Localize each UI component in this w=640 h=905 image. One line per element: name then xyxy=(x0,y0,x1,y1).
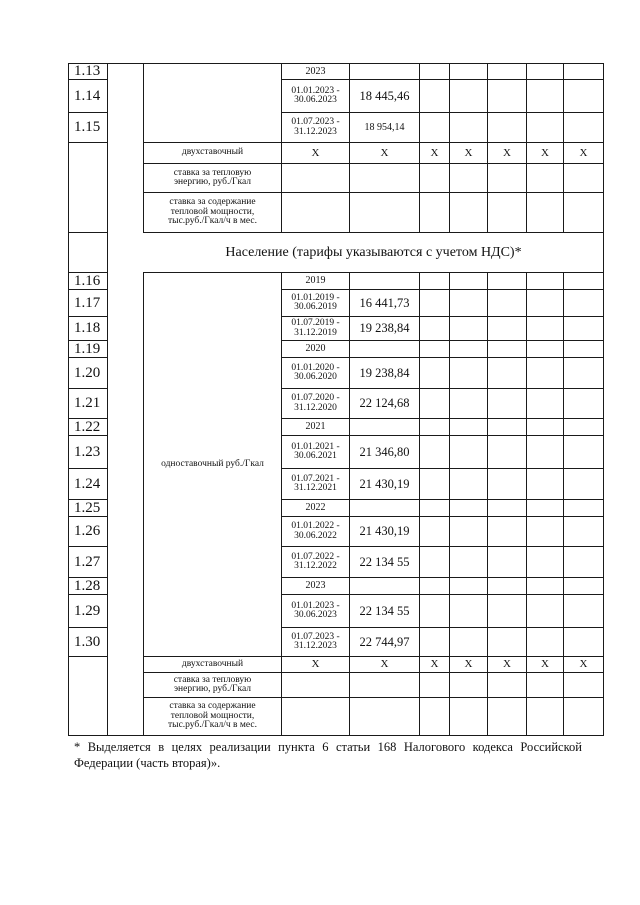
row-number: 1.13 xyxy=(74,63,101,79)
x-mark: Х xyxy=(430,146,439,159)
mask xyxy=(144,112,281,113)
mask xyxy=(144,79,281,80)
period-cell: 01.01.2019 - 30.06.2019 xyxy=(291,292,340,312)
row-number: 1.16 xyxy=(74,272,101,289)
tariff-value: 19 238,84 xyxy=(359,321,410,336)
tariff-value xyxy=(350,64,419,79)
period-cell: 2022 xyxy=(305,502,326,513)
two-rate-subrow: ставка за содержание тепловой мощности, тыс.руб./Гкал/ч в мес. xyxy=(168,701,257,731)
mask xyxy=(108,418,143,419)
tariff-value: 22 134 55 xyxy=(359,554,410,569)
period-cell: 01.07.2020 - 31.12.2020 xyxy=(291,393,340,413)
row-number: 1.18 xyxy=(74,320,101,336)
tariff-value: 19 238,84 xyxy=(359,365,410,380)
x-mark: Х xyxy=(541,658,549,670)
x-mark: Х xyxy=(464,658,473,670)
mask xyxy=(108,656,143,657)
row-line xyxy=(68,735,604,736)
x-mark: Х xyxy=(380,146,389,159)
mask xyxy=(108,340,143,341)
mask xyxy=(108,289,143,290)
period-cell: 01.07.2023 - 31.12.2023 xyxy=(291,117,340,137)
mask xyxy=(108,516,143,517)
mask xyxy=(69,672,107,673)
period-cell: 01.07.2023 - 31.12.2023 xyxy=(291,631,340,651)
tariff-value: 22 134 55 xyxy=(359,603,410,618)
tariff-value xyxy=(350,578,419,594)
tariff-value: 22 124,68 xyxy=(359,396,410,411)
tariff-value: 18 954,14 xyxy=(364,121,405,133)
mask xyxy=(69,697,107,698)
two-rate-label: двухставочный xyxy=(181,658,244,669)
row-number: 1.23 xyxy=(74,443,101,460)
tariff-value: 16 441,73 xyxy=(359,295,410,310)
mask xyxy=(108,499,143,500)
x-mark: Х xyxy=(503,658,511,670)
x-mark: Х xyxy=(541,146,549,159)
row-number: 1.22 xyxy=(74,418,101,435)
mask xyxy=(108,192,143,193)
period-cell: 01.01.2023 - 30.06.2023 xyxy=(291,600,340,620)
mask xyxy=(108,388,143,389)
section-heading: Население (тарифы указываются с учетом НДС)* xyxy=(225,244,522,260)
tariff-value: 21 430,19 xyxy=(359,524,410,539)
tariff-value xyxy=(350,341,419,357)
tariff-value: 21 430,19 xyxy=(359,476,410,491)
row-number: 1.14 xyxy=(74,87,101,104)
x-mark: Х xyxy=(464,146,473,159)
mask xyxy=(108,112,143,113)
tariff-value: 18 445,46 xyxy=(359,88,410,103)
row-number: 1.17 xyxy=(74,294,101,311)
tariff-value: 22 744,97 xyxy=(359,634,410,649)
period-cell: 2021 xyxy=(305,421,326,432)
row-number: 1.20 xyxy=(74,364,101,381)
row-number: 1.15 xyxy=(74,119,101,135)
mask xyxy=(108,163,143,164)
tariff-value xyxy=(350,500,419,516)
period-cell: 2023 xyxy=(305,65,326,77)
row-number: 1.19 xyxy=(74,340,101,357)
mask xyxy=(69,163,107,164)
mask xyxy=(108,79,143,80)
two-rate-subrow: ставка за тепловую энергию, руб./Гкал xyxy=(173,674,252,694)
mask xyxy=(108,357,143,358)
mask xyxy=(108,627,143,628)
x-mark: Х xyxy=(430,658,439,670)
row-number: 1.24 xyxy=(74,475,101,492)
period-cell: 01.01.2022 - 30.06.2022 xyxy=(291,521,340,541)
tariff-value: 21 346,80 xyxy=(359,444,410,459)
mask xyxy=(108,468,143,469)
tariff-value xyxy=(350,419,419,435)
row-number: 1.25 xyxy=(74,499,101,516)
footnote: * Выделяется в целях реализации пункта 6 статьи 168 Налогового кодекса Российской Федерации (часть вторая)». xyxy=(74,740,582,770)
row-number: 1.30 xyxy=(74,633,101,650)
period-cell: 01.07.2022 - 31.12.2022 xyxy=(291,551,340,571)
mask xyxy=(108,272,143,273)
x-mark: Х xyxy=(579,146,588,159)
one-rate-label: одноставочный руб./Гкал xyxy=(161,458,264,469)
x-mark: Х xyxy=(579,658,588,670)
period-cell: 2019 xyxy=(305,275,326,286)
period-cell: 2023 xyxy=(305,580,326,591)
mask xyxy=(69,192,107,193)
two-rate-subrow: ставка за тепловую энергию, руб./Гкал xyxy=(173,167,252,187)
period-cell: 01.07.2019 - 31.12.2019 xyxy=(291,318,340,338)
mask xyxy=(108,232,143,233)
mask xyxy=(108,697,143,698)
mask xyxy=(108,672,143,673)
mask xyxy=(108,435,143,436)
mask xyxy=(108,316,143,317)
period-cell: 01.07.2021 - 31.12.2021 xyxy=(291,473,340,493)
two-rate-subrow: ставка за содержание тепловой мощности, тыс.руб./Гкал/ч в мес. xyxy=(168,197,257,227)
row-number: 1.29 xyxy=(74,602,101,619)
row-number: 1.21 xyxy=(74,395,101,411)
mask xyxy=(108,142,143,143)
row-number: 1.28 xyxy=(74,577,101,594)
x-mark: Х xyxy=(503,146,511,159)
x-mark: Х xyxy=(380,658,389,670)
two-rate-label: двухставочный xyxy=(181,147,244,158)
row-number: 1.27 xyxy=(74,553,101,570)
row-number: 1.26 xyxy=(74,523,101,539)
mask xyxy=(108,594,143,595)
period-cell: 01.01.2023 - 30.06.2023 xyxy=(291,85,340,105)
period-cell: 01.01.2020 - 30.06.2020 xyxy=(291,362,340,382)
mask xyxy=(108,546,143,547)
x-mark: Х xyxy=(311,658,320,670)
mask xyxy=(108,577,143,578)
col-line xyxy=(603,63,604,736)
tariff-value xyxy=(350,273,419,289)
x-mark: Х xyxy=(311,146,320,159)
period-cell: 01.01.2021 - 30.06.2021 xyxy=(291,441,340,461)
period-cell: 2020 xyxy=(305,343,326,354)
